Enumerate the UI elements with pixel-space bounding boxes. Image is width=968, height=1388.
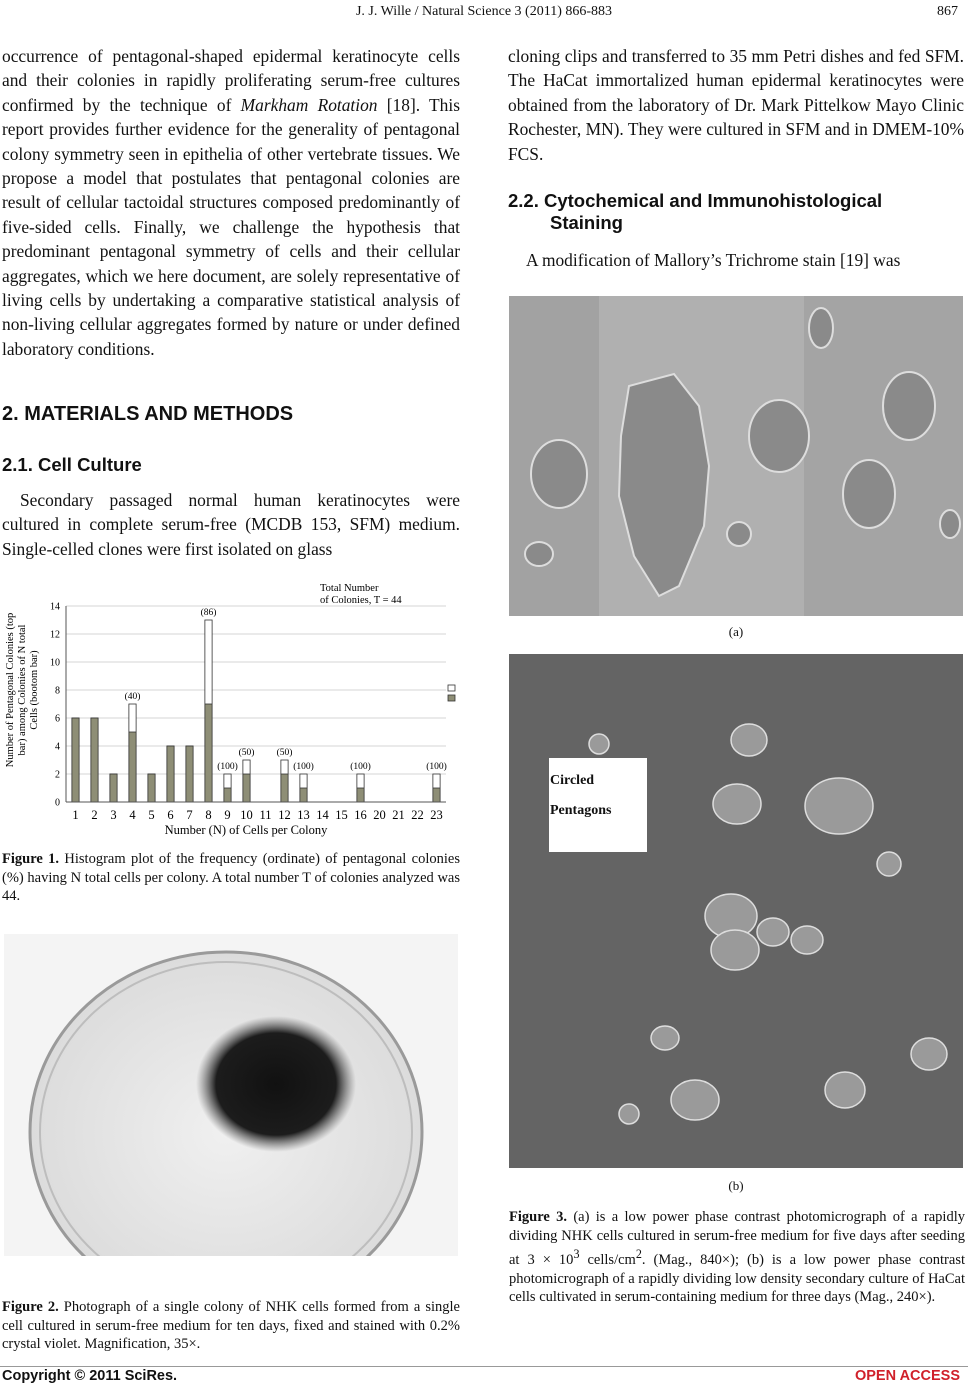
bar-pentagonal: [357, 788, 364, 802]
x-tick-label: 8: [205, 808, 212, 822]
bar-data-label: (40): [124, 692, 141, 702]
y-tick-label: 4: [55, 741, 60, 753]
chart-x-tick-labels: [72, 808, 442, 822]
x-tick-label: 23: [430, 808, 443, 822]
bar-pentagonal: [110, 774, 117, 802]
x-tick-label: 1: [72, 808, 79, 822]
left-paragraph-1: occurrence of pentagonal-shaped epidermal keratinocyte cells and their colonies in rapidly proliferating serum-free cultures confirmed by the technique of Markham Rotation [18]. This report provides further evidence for the generality of pentagonal colony symmetry seen in epithelia of other vertebrate tissues. We propose a model that postulates that pentagonal colonies are result of cellular tactoidal structures composed predominantly of five-sided cells. Finally, we challenge the hypothesis that predominant pentagonal symmetry of cells and their cellular aggregates, which we here document, are solely representative of living cells by undertaking a comparative statistical analysis of non-living cellular aggregates formed by nature or under defined laboratory conditions.: [2, 46, 460, 359]
bar-data-label: (50): [276, 748, 293, 758]
footer-open-access: OPEN ACCESS: [854, 1368, 960, 1384]
bar-pentagonal: [224, 788, 231, 802]
y-tick-label: 0: [55, 797, 60, 809]
bar-pentagonal: [129, 732, 136, 802]
x-tick-label: 16: [354, 808, 367, 822]
bar-data-label: (100): [426, 762, 447, 772]
bar-data-label: (50): [238, 748, 255, 758]
bar-pentagonal: [148, 774, 155, 802]
x-tick-label: 20: [373, 808, 386, 822]
x-tick-label: 14: [316, 808, 329, 822]
y-tick-label: 10: [50, 657, 60, 669]
figure-3a-label: (a): [728, 624, 744, 639]
x-tick-label: 13: [297, 808, 310, 822]
x-tick-label: 6: [167, 808, 174, 822]
figure-2-caption: Figure 2. Photograph of a single colony of NHK cells formed from a single cell cultured in serum-free medium for ten days, fixed and stained with 0.2% crystal violet. Magnification, 35×.: [2, 1299, 460, 1353]
bar-data-label: (100): [350, 762, 371, 772]
section-heading-2-2-line-1: 2.2. Cytochemical and Immunohistological: [508, 190, 883, 211]
x-tick-label: 21: [392, 808, 405, 822]
bar-pentagonal: [281, 774, 288, 802]
chart-y-axis-label-line-2: bar) among Colonies of N total: [17, 624, 28, 756]
figure-1-histogram: [2, 578, 462, 840]
figure-3a-micrograph: [509, 296, 963, 616]
left-paragraph-2: Secondary passaged normal human keratinocytes were cultured in complete serum-free (MCDB 153, SFM) medium. Single-celled clones were first isolated on glass: [2, 490, 460, 559]
bar-pentagonal: [72, 718, 79, 802]
chart-bars: [72, 620, 440, 802]
y-tick-label: 12: [50, 629, 60, 641]
x-tick-label: 10: [240, 808, 253, 822]
bar-pentagonal: [243, 774, 250, 802]
x-tick-label: 12: [278, 808, 291, 822]
footer-copyright: Copyright © 2011 SciRes.: [2, 1368, 178, 1384]
y-tick-label: 2: [55, 769, 60, 781]
x-tick-label: 11: [259, 808, 272, 822]
legend-swatch-total: [448, 685, 455, 691]
chart-y-axis-label-line-1: Number of Pentagonal Colonies (top: [5, 612, 16, 768]
figure-3b-micrograph: [509, 654, 963, 1168]
chart-annotation-line-1: Total Number: [320, 583, 379, 594]
right-paragraph-1: cloning clips and transferred to 35 mm Petri dishes and fed SFM. The HaCat immortalized human epidermal keratinocytes were obtained from the laboratory of Dr. Mark Pittelkow Mayo Clinic Rochester, MN). They were cultured in SFM and in DMEM-10% FCS.: [508, 46, 964, 164]
x-tick-label: 2: [91, 808, 98, 822]
y-tick-label: 14: [50, 601, 60, 613]
bar-pentagonal: [205, 704, 212, 802]
chart-x-axis-label: Number (N) of Cells per Colony: [164, 823, 328, 837]
figure-2-petri-dish-photo: [4, 934, 458, 1256]
bar-data-label: (100): [293, 762, 314, 772]
page-number: 867: [937, 4, 958, 19]
bar-data-label: (86): [200, 608, 217, 618]
figure-3-caption: Figure 3. (a) is a low power phase contrast photomicrograph of a rapidly dividing NHK cells cultured in serum-free medium for five days after seeding at $3 \times 10^3$ cells/$cm^2$. (Mag., 840×); (b) is a low power phase contrast photomicrograph of a rapidly dividing low density secondary culture of HaCat cells cultivated in serum-containing medium for three days (Mag., 240×).: [509, 1209, 965, 1306]
x-tick-label: 22: [411, 808, 424, 822]
chart-axes: [66, 606, 446, 802]
footer-rule: [0, 1366, 968, 1367]
figure-3b-label: (b): [728, 1178, 744, 1193]
italic-term: Markham Rotation: [240, 94, 378, 115]
circled-pentagons-label: Circled Pentagons: [550, 773, 612, 818]
y-tick-label: 8: [55, 685, 60, 697]
x-tick-label: 4: [129, 808, 136, 822]
chart-annotation-line-2: of Colonies, T = 44: [320, 595, 402, 606]
chart-ticks: [50, 602, 60, 809]
y-tick-label: 6: [55, 713, 60, 725]
x-tick-label: 7: [186, 808, 193, 822]
figure-1-caption: Figure 1. Histogram plot of the frequency (ordinate) of pentagonal colonies (%) having N total cells per colony. A total number T of colonies analyzed was 44.: [2, 851, 460, 905]
bar-pentagonal: [300, 788, 307, 802]
legend-swatch-pentagonal: [448, 695, 455, 701]
chart-legend: [448, 685, 455, 701]
x-tick-label: 3: [110, 808, 117, 822]
bar-data-label: (100): [217, 762, 238, 772]
stained-colony: [196, 1016, 356, 1152]
section-heading-2: 2. MATERIALS AND METHODS: [2, 403, 294, 425]
chart-grid: [66, 606, 446, 802]
bar-pentagonal: [186, 746, 193, 802]
x-tick-label: 5: [148, 808, 155, 822]
bar-pentagonal: [91, 718, 98, 802]
bar-pentagonal: [167, 746, 174, 802]
running-title: J. J. Wille / Natural Science 3 (2011) 866-883: [355, 4, 613, 19]
bar-pentagonal: [433, 788, 440, 802]
x-tick-label: 15: [335, 808, 348, 822]
x-tick-label: 9: [224, 808, 231, 822]
right-paragraph-2: A modification of Mallory’s Trichrome stain [19] was: [526, 250, 901, 270]
section-heading-2-2-line-2: Staining: [550, 212, 623, 233]
section-heading-2-1: 2.1. Cell Culture: [2, 454, 142, 475]
chart-y-axis-label-line-3: Cells (bootom bar): [29, 650, 40, 730]
